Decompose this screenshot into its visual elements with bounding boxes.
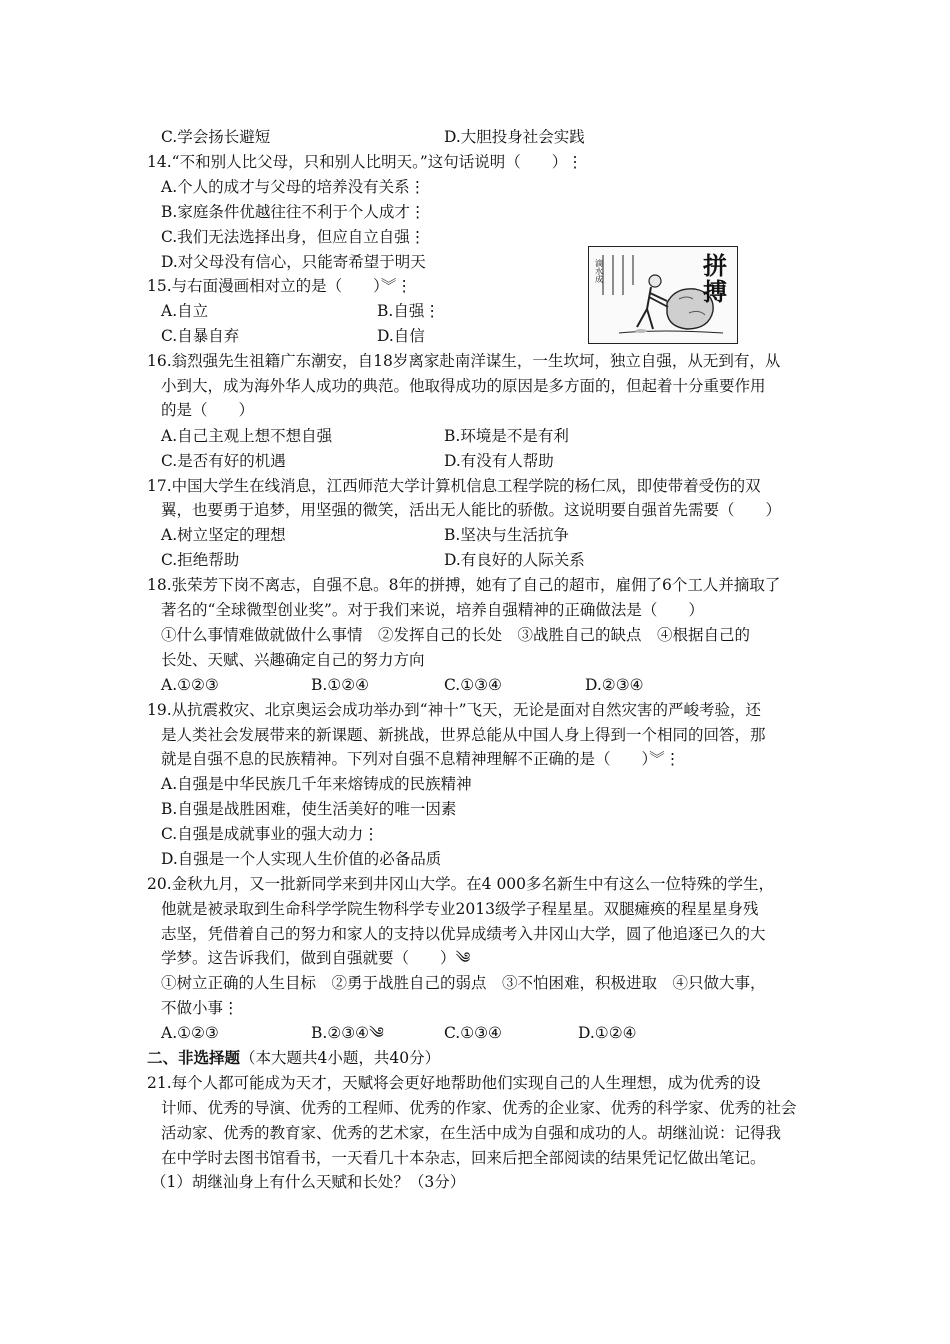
- cartoon-image: [588, 246, 738, 344]
- option-a: A.自己主观上想不想自强: [161, 427, 333, 445]
- option-d: D.自信: [377, 327, 425, 345]
- option-a: A.①②③: [161, 1024, 219, 1042]
- sub-question-1: （1）胡继汕身上有什么天赋和长处？（3分）: [151, 1173, 466, 1191]
- option-b: B.坚决与生活抗争: [444, 526, 569, 544]
- question-20-statements: 不做小事⋮: [161, 999, 239, 1017]
- question-20-text: 他就是被录取到生命科学学院生物科学专业2013级学子程星星。双腿瘫痪的程星星身残: [161, 900, 759, 918]
- question-14: 14.“不和别人比父母，只和别人比明天。”这句话说明（ ）⋮: [147, 153, 583, 171]
- option-c: C.是否有好的机遇: [161, 452, 286, 470]
- cartoon-poem: 滴水成: [594, 259, 604, 283]
- question-15: 15.与右面漫画相对立的是（ ）︾⋮: [147, 277, 412, 295]
- option-a: A.树立坚定的理想: [161, 526, 286, 544]
- cartoon-title: 拼搏: [703, 251, 727, 306]
- option-b: B.②③④༄: [311, 1024, 384, 1042]
- question-19-text: 就是自强不息的民族精神。下列对自强不息精神理解不正确的是（ ）︾⋮: [161, 750, 681, 768]
- question-21-text: 在中学时去图书馆看书，一天看几十本杂志，回来后把全部阅读的结果凭记忆做出笔记。: [161, 1149, 766, 1167]
- option-c: C.我们无法选择出身，但应自立自强⋮: [161, 228, 426, 246]
- question-16-text: 小到大，成为海外华人成功的典范。他取得成功的原因是多方面的，但起着十分重要作用: [161, 377, 766, 395]
- option-b: B.家庭条件优越往往不利于个人成才⋮: [161, 203, 426, 221]
- question-18: 18.张荣芳下岗不离志，自强不息。8年的拼搏，她有了自己的超市，雇佣了6个工人并摘取了: [147, 576, 781, 594]
- question-17: 17.中国大学生在线消息，江西师范大学计算机信息工程学院的杨仁凤，即使带着受伤的双: [147, 477, 761, 495]
- question-16: 16.翁烈强先生祖籍广东潮安，自18岁离家赴南洋谋生，一生坎坷，独立自强，从无到有，从: [147, 352, 781, 370]
- option-b: B.自强⋮: [377, 302, 440, 320]
- option-a: A.个人的成才与父母的培养没有关系⋮: [161, 178, 426, 196]
- question-20: 20.金秋九月，又一批新同学来到井冈山大学。在4 000多名新生中有这么一位特殊的学生，: [147, 875, 775, 893]
- question-21-text: 活动家、优秀的教育家、优秀的艺术家，在生活中成为自强和成功的人。胡继汕说：记得我: [161, 1124, 782, 1142]
- question-20-statements: ①树立正确的人生目标 ②勇于战胜自己的弱点 ③不怕困难，积极进取 ④只做大事，: [161, 974, 766, 992]
- question-16-text: 的是（ ）: [161, 401, 255, 419]
- option-c: C.自暴自弃: [161, 327, 240, 345]
- option-b: B.①②④: [311, 676, 370, 694]
- section-heading: [147, 1048, 440, 1068]
- option-d: D.有良好的人际关系: [444, 551, 585, 569]
- option-b: B.环境是不是有利: [444, 427, 569, 445]
- question-18-statements: ①什么事情难做就做什么事情 ②发挥自己的长处 ③战胜自己的缺点 ④根据自己的: [161, 626, 751, 644]
- question-18-statements: 长处、天赋、兴趣确定自己的努力方向: [161, 651, 425, 669]
- question-20-text: 学梦。这告诉我们，做到自强就要（ ）༄: [161, 949, 471, 967]
- option-c: C.①③④: [444, 676, 502, 694]
- option-c: C.自强是成就事业的强大动力⋮: [161, 825, 379, 843]
- question-20-text: 志坚，凭借着自己的努力和家人的支持以优异成绩考入井冈山大学，圆了他追逐已久的大: [161, 925, 766, 943]
- option-a: A.自强是中华民族几千年来熔铸成的民族精神: [161, 775, 472, 793]
- section-note: （本大题共4小题，共40分）: [240, 1049, 441, 1067]
- question-19-text: 是人类社会发展带来的新课题、新挑战，世界总能从中国人身上得到一个相同的回答，那: [161, 726, 766, 744]
- question-21: 21.每个人都可能成为天才，天赋将会更好地帮助他们实现自己的人生理想，成为优秀的设: [147, 1074, 761, 1092]
- option-a: A.①②③: [161, 676, 219, 694]
- question-19: 19.从抗震救灾、北京奥运会成功举办到“神十”飞天，无论是面对自然灾害的严峻考验，还: [147, 701, 762, 719]
- section-title: 二、非选择题: [147, 1048, 241, 1067]
- option-b: B.自强是战胜困难，使生活美好的唯一因素: [161, 800, 457, 818]
- question-21-text: 计师、优秀的导演、优秀的工程师、优秀的作家、优秀的企业家、优秀的科学家、优秀的社会: [161, 1099, 797, 1117]
- question-17-text: 翼，也要勇于追梦，用坚强的微笑，活出无人能比的骄傲。这说明要自强首先需要（ ）: [161, 501, 782, 519]
- option-c: C.拒绝帮助: [161, 551, 240, 569]
- option-c: C.①③④: [444, 1024, 502, 1042]
- option-a: A.自立: [161, 302, 209, 320]
- question-18-text: 著名的“全球微型创业奖”。对于我们来说，培养自强精神的正确做法是（ ）: [161, 601, 704, 619]
- option-d: D.自强是一个人实现人生价值的必备品质: [161, 850, 442, 868]
- option-d: D.①②④: [578, 1024, 637, 1042]
- option-d: D.②③④: [585, 676, 644, 694]
- option-d: D.对父母没有信心，只能寄希望于明天: [161, 253, 426, 271]
- option-d: D.有没有人帮助: [444, 452, 554, 470]
- option-c: C.学会扬长避短: [161, 128, 271, 146]
- option-d: D.大胆投身社会实践: [444, 128, 585, 146]
